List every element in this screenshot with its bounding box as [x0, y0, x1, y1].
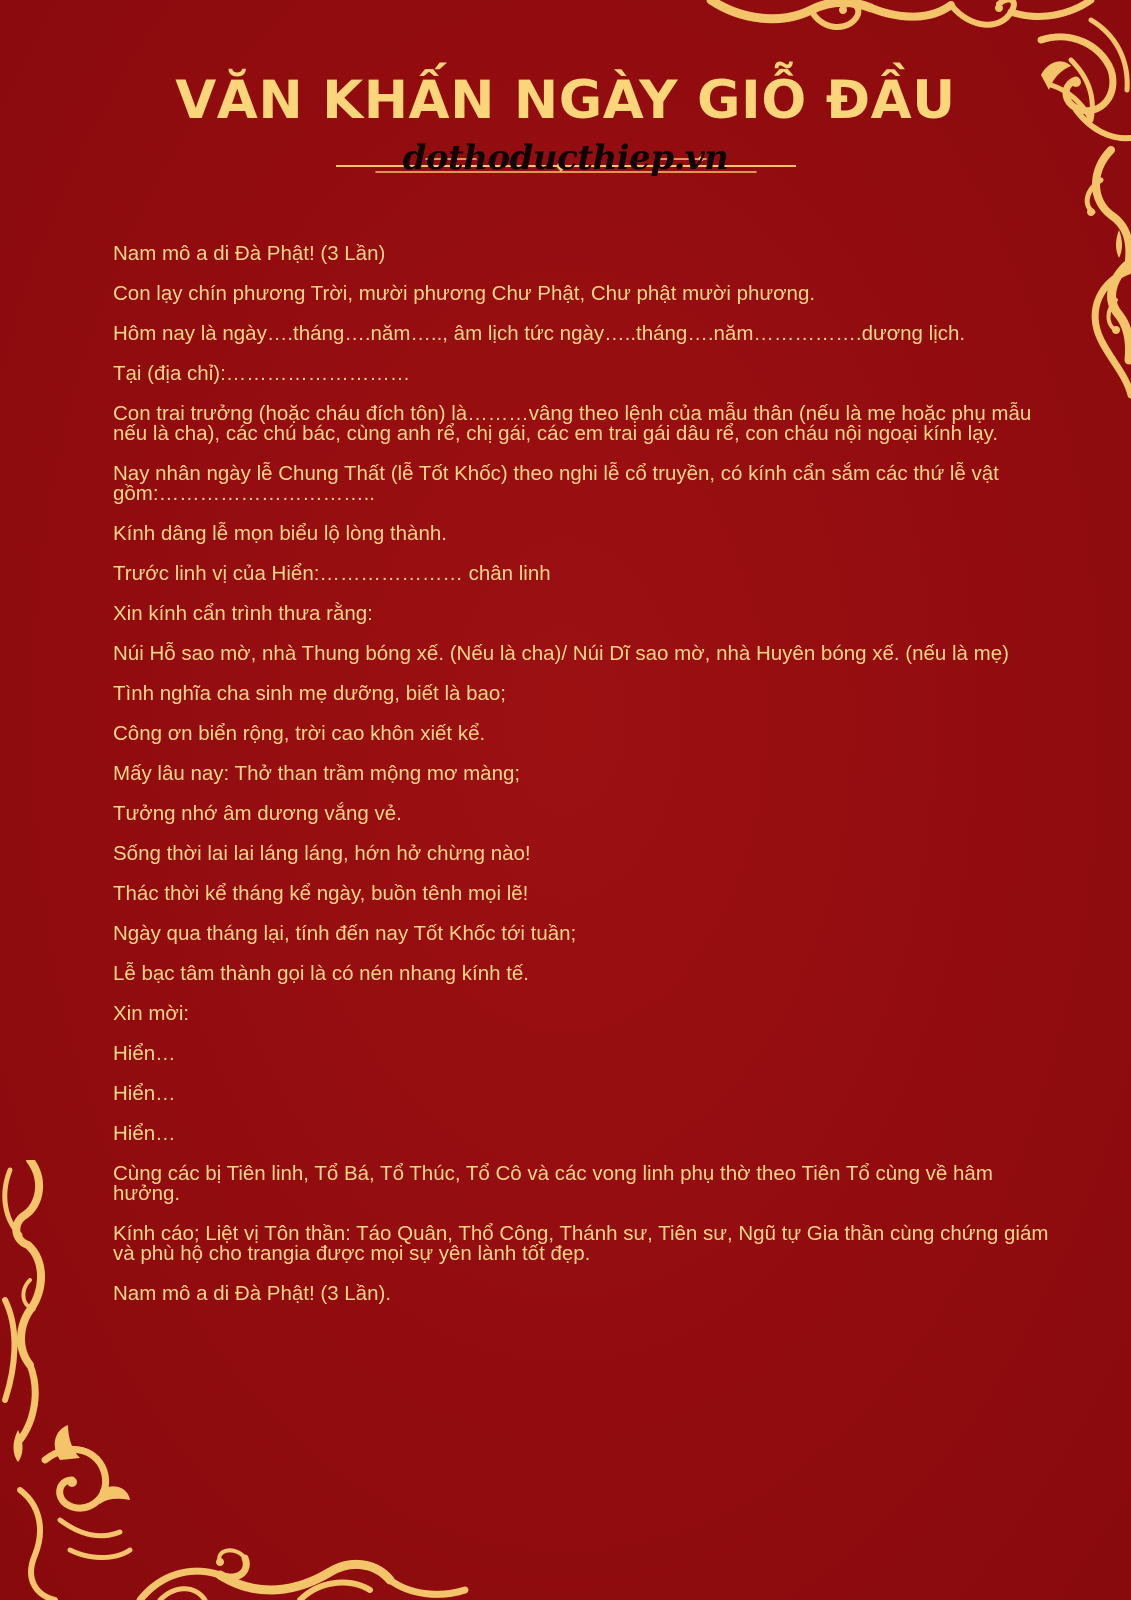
paragraph: Nam mô a di Đà Phật! (3 Lần).: [113, 1282, 392, 1305]
paragraph: Tình nghĩa cha sinh mẹ dưỡng, biết là bao;: [113, 682, 506, 705]
paragraph: Nay nhân ngày lễ Chung Thất (lễ Tốt Khốc) theo nghi lễ cổ truyền, có kính cẩn sắm các thứ lễ vật gồm:…………………………..: [113, 462, 999, 505]
paragraph: Thác thời kể tháng kể ngày, buồn tênh mọi lẽ!: [113, 882, 529, 905]
paragraph: Cùng các bị Tiên linh, Tổ Bá, Tổ Thúc, Tổ Cô và các vong linh phụ thờ theo Tiên Tổ cùng về hâm hưởng.: [113, 1162, 993, 1205]
paragraph: Xin mời:: [113, 1002, 190, 1025]
paragraph: Tưởng nhớ âm dương vắng vẻ.: [113, 802, 402, 825]
paragraph: Ngày qua tháng lại, tính đến nay Tốt Khốc tới tuần;: [113, 922, 577, 945]
watermark-text: dothoducthiep.vn: [402, 138, 729, 178]
paragraph: Sống thời lai lai láng láng, hớn hở chừng nào!: [113, 842, 531, 865]
paragraph: Công ơn biển rộng, trời cao khôn xiết kể.: [113, 722, 486, 745]
paragraph: Hiển…: [113, 1122, 176, 1145]
prayer-text: [113, 244, 1058, 1324]
paragraph: Hiển…: [113, 1082, 176, 1105]
paragraph: Trước linh vị của Hiển:………………… chân linh: [113, 562, 551, 585]
paragraph: Con lạy chín phương Trời, mười phương Chư Phật, Chư phật mười phương.: [113, 282, 816, 305]
paragraph: Con trai trưởng (hoặc cháu đích tôn) là………vâng theo lệnh của mẫu thân (nếu là mẹ hoặc phụ mẫu nếu là cha), các chú bác, cùng anh rể, chị gái, các em trai gái dâu rể, con cháu nội ngoại kính lạy.: [113, 402, 1032, 445]
paragraph: Xin kính cẩn trình thưa rằng:: [113, 602, 373, 625]
paragraph: Lễ bạc tâm thành gọi là có nén nhang kính tế.: [113, 962, 529, 985]
paragraph: Tại (địa chỉ):………………………: [113, 362, 411, 385]
paragraph: Kính cáo; Liệt vị Tôn thần: Táo Quân, Thổ Công, Thánh sư, Tiên sư, Ngũ tự Gia thần cùng chứng giám và phù hộ cho trangia được mọi sự yên lành tốt đẹp.: [113, 1222, 1049, 1265]
paragraph: Mấy lâu nay: Thở than trầm mộng mơ màng;: [113, 762, 521, 785]
paragraph: Kính dâng lễ mọn biểu lộ lòng thành.: [113, 522, 447, 545]
page-title: VĂN KHẤN NGÀY GIỖ ĐẦU: [175, 70, 956, 131]
paragraph: Hiển…: [113, 1042, 176, 1065]
paragraph: Nam mô a di Đà Phật! (3 Lần): [113, 242, 386, 265]
paragraph: Núi Hỗ sao mờ, nhà Thung bóng xế. (Nếu là cha)/ Núi Dĩ sao mờ, nhà Huyên bóng xế. (nếu là mẹ): [113, 642, 1009, 665]
paragraph: Hôm nay là ngày….tháng….năm….., âm lịch tức ngày…..tháng….năm…………….dương lịch.: [113, 322, 966, 345]
